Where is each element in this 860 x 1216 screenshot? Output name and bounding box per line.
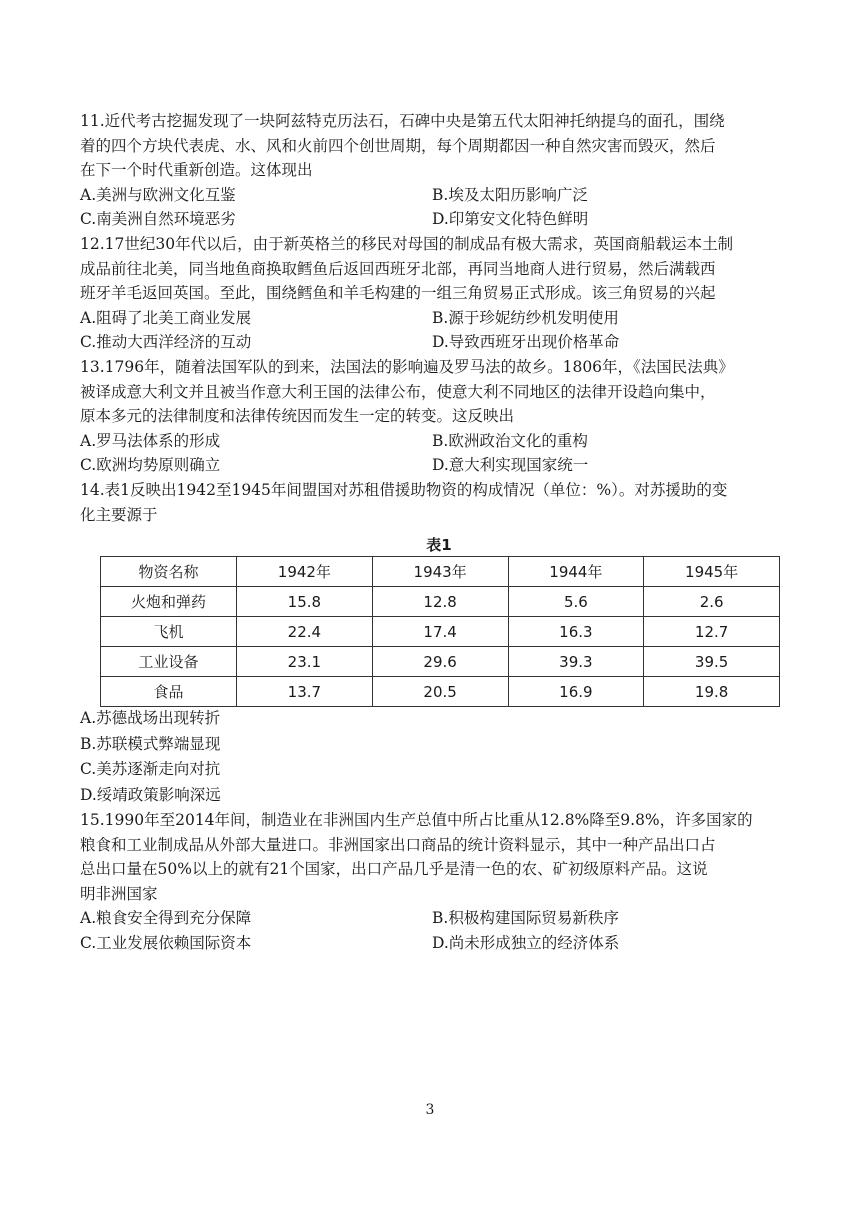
- table-row: [101, 647, 780, 677]
- question-stem: [80, 355, 785, 429]
- header-cell: 1945年: [644, 557, 780, 587]
- question-stem: [80, 109, 785, 183]
- table-cell: 2.6: [644, 587, 780, 617]
- table-row: [101, 677, 780, 707]
- table-cell: 17.4: [372, 617, 508, 647]
- options: [80, 183, 785, 232]
- aid-composition-table: [100, 556, 780, 707]
- question-14-options: [80, 706, 785, 808]
- option-a[interactable]: A.罗马法体系的形成: [80, 431, 221, 450]
- option-b[interactable]: B.源于珍妮纺纱机发明使用: [432, 308, 619, 327]
- table-cell: 22.4: [237, 617, 373, 647]
- option-a[interactable]: A.粮食安全得到充分保障: [80, 909, 252, 928]
- row-label: 工业设备: [101, 647, 237, 677]
- stem-line: 13.1796年，随着法国军队的到来，法国法的影响遍及罗马法的故乡。1806年，《法国民法典》: [80, 358, 734, 376]
- table-cell: 12.8: [372, 587, 508, 617]
- option-c[interactable]: C.推动大西洋经济的互动: [80, 333, 252, 352]
- question-stem: [80, 478, 785, 527]
- stem-line: 粮食和工业制成品从外部大量进口。非洲国家出口商品的统计资料显示，其中一种产品出口占: [80, 835, 716, 854]
- stem-line: 14.表1反映出1942至1945年间盟国对苏租借援助物资的构成情况（单位：%）。对苏援助的变: [80, 481, 728, 499]
- stem-line: 原本多元的法律制度和法律传统因而发生一定的转变。这反映出: [80, 407, 515, 426]
- option-c[interactable]: C.美苏逐渐走向对抗: [80, 760, 221, 779]
- question-14: [80, 478, 785, 527]
- table-cell: 5.6: [508, 587, 644, 617]
- option-d[interactable]: D.导致西班牙出现价格革命: [432, 333, 620, 352]
- option-d[interactable]: D.绥靖政策影响深远: [80, 785, 221, 804]
- table-cell: 16.3: [508, 617, 644, 647]
- option-b[interactable]: B.苏联模式弊端显现: [80, 734, 221, 753]
- table-1: [100, 534, 780, 707]
- option-c[interactable]: C.欧洲均势原则确立: [80, 456, 221, 475]
- table-cell: 15.8: [237, 587, 373, 617]
- question-12: [80, 232, 785, 355]
- options: [80, 306, 785, 355]
- table-cell: 13.7: [237, 677, 373, 707]
- stem-line: 12.17世纪30年代以后，由于新英格兰的移民对母国的制成品有极大需求，英国商船载运本土制: [80, 235, 734, 253]
- question-stem: [80, 232, 785, 306]
- option-b[interactable]: B.欧洲政治文化的重构: [432, 431, 588, 450]
- option-a[interactable]: A.美洲与欧洲文化互鉴: [80, 185, 236, 204]
- row-label: 食品: [101, 677, 237, 707]
- row-label: 火炮和弹药: [101, 587, 237, 617]
- stem-line: 在下一个时代重新创造。这体现出: [80, 161, 313, 180]
- stem-line: 被译成意大利文并且被当作意大利王国的法律公布，使意大利不同地区的法律开设趋向集中，: [80, 382, 716, 401]
- table-cell: 20.5: [372, 677, 508, 707]
- table-header-row: [101, 557, 780, 587]
- table-cell: 39.5: [644, 647, 780, 677]
- option-d[interactable]: D.尚未形成独立的经济体系: [432, 933, 620, 952]
- stem-line: 15.1990年至2014年间，制造业在非洲国内生产总值中所占比重从12.8%降至9.8%，许多国家的: [80, 811, 753, 829]
- table-cell: 23.1: [237, 647, 373, 677]
- stem-line: 化主要源于: [80, 505, 158, 524]
- header-cell: 1943年: [372, 557, 508, 587]
- stem-line: 总出口量在50%以上的就有21个国家，出口产品几乎是清一色的农、矿初级原料产品。这说: [80, 860, 708, 879]
- row-label: 飞机: [101, 617, 237, 647]
- stem-line: 成品前往北美，同当地鱼商换取鳕鱼后返回西班牙北部，再同当地商人进行贸易，然后满载西: [80, 259, 716, 278]
- question-15: [80, 808, 785, 956]
- table-cell: 12.7: [644, 617, 780, 647]
- stem-line: 班牙羊毛返回英国。至此，围绕鳕鱼和羊毛构建的一组三角贸易正式形成。该三角贸易的兴起: [80, 284, 716, 303]
- option-b[interactable]: B.积极构建国际贸易新秩序: [432, 909, 619, 928]
- option-a[interactable]: A.苏德战场出现转折: [80, 709, 221, 727]
- question-13: [80, 355, 785, 478]
- options: [80, 429, 785, 478]
- header-cell: 1944年: [508, 557, 644, 587]
- table-title: 表1: [426, 536, 452, 554]
- option-a[interactable]: A.阻碍了北美工商业发展: [80, 308, 252, 327]
- stem-line: 着的四个方块代表虎、水、风和火前四个创世周期，每个周期都因一种自然灾害而毁灭，然后: [80, 136, 716, 155]
- table-cell: 16.9: [508, 677, 644, 707]
- table-cell: 29.6: [372, 647, 508, 677]
- option-c[interactable]: C.南美洲自然环境恶劣: [80, 210, 236, 229]
- option-d[interactable]: D.意大利实现国家统一: [432, 456, 589, 475]
- table-row: [101, 587, 780, 617]
- header-cell: 物资名称: [101, 557, 237, 587]
- page-number: 3: [425, 1102, 435, 1118]
- header-cell: 1942年: [237, 557, 373, 587]
- options: [80, 906, 785, 955]
- stem-line: 明非洲国家: [80, 884, 158, 903]
- table-cell: 19.8: [644, 677, 780, 707]
- question-11: [80, 109, 785, 232]
- question-stem: [80, 808, 785, 906]
- stem-line: 11.近代考古挖掘发现了一块阿兹特克历法石，石碑中央是第五代太阳神托纳提乌的面孔，围绕: [80, 112, 725, 130]
- table-row: [101, 617, 780, 647]
- option-c[interactable]: C.工业发展依赖国际资本: [80, 933, 252, 952]
- option-b[interactable]: B.埃及太阳历影响广泛: [432, 185, 588, 204]
- table-cell: 39.3: [508, 647, 644, 677]
- option-d[interactable]: D.印第安文化特色鲜明: [432, 210, 589, 229]
